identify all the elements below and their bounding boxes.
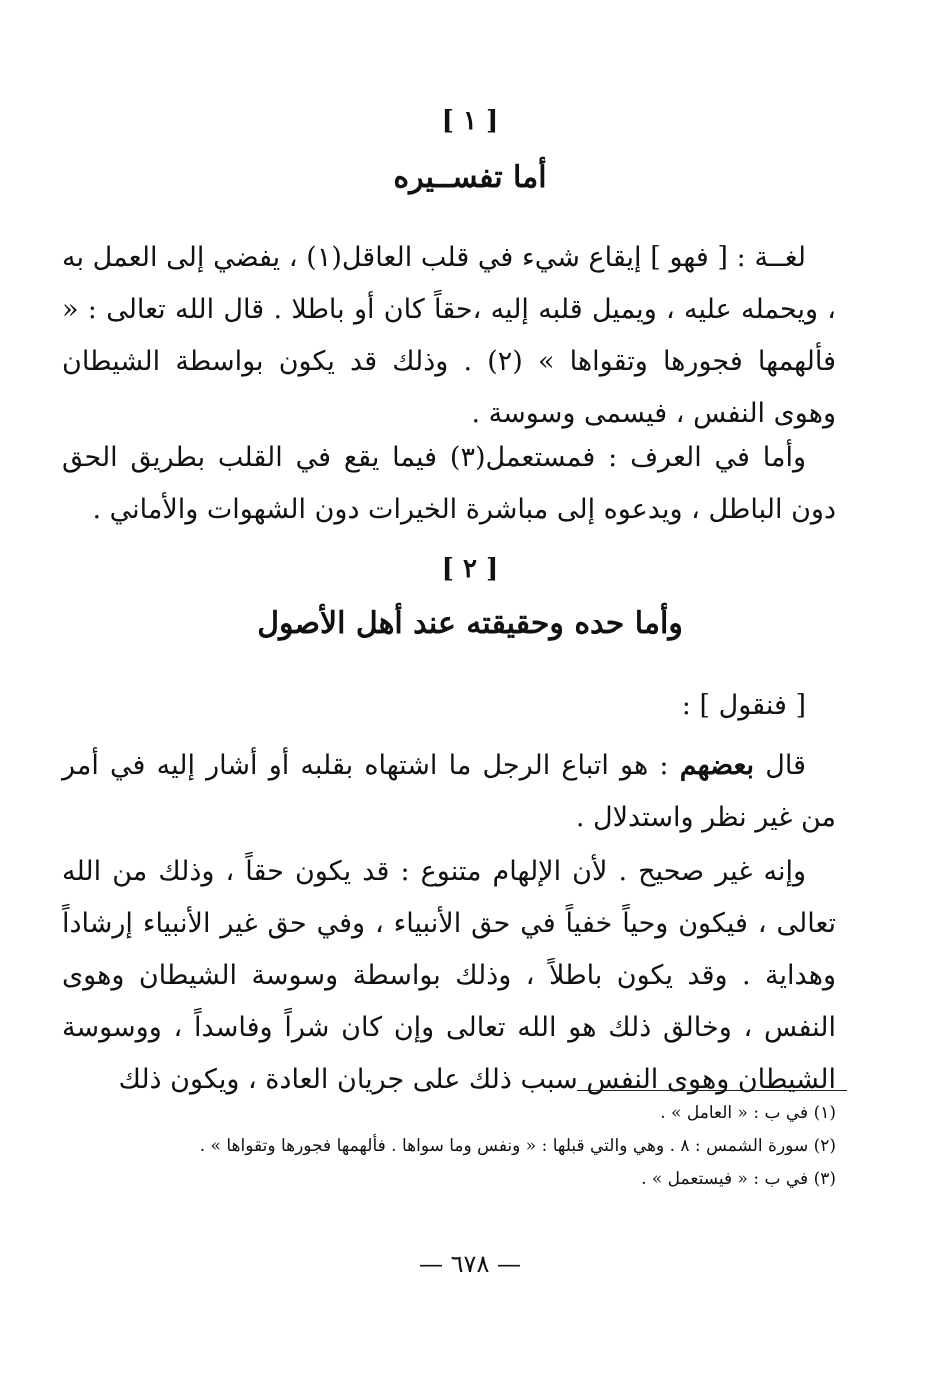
footnote-1: (١) في ب : « العامل » . [660,1103,836,1123]
section-number-1: [ ١ ] [441,106,499,136]
section-number-2: [ ٢ ] [441,554,499,584]
paragraph-language-definition: لغــة : [ فهو ] إيقاع شيء في قلب العاقل(١) ، يفضي إلى العمل به ، ويحمله عليه ، ويميل قلبه إليه ،حقاً كان أو باطلا . قال الله تعالى : « فألهمها فجورها وتقواها » (٢) . وذلك قد يكون بواسطة الشيطان وهوى النفس ، فيسمى وسوسة . [62,242,836,429]
bold-word: بعضهم [679,750,755,781]
footnote-2: (٢) سورة الشمس : ٨ . وهي والتي قبلها : « ونفس وما سواها . فألهمها فجورها وتقواها » . [199,1136,836,1156]
paragraph-inspiration-types: وإنه غير صحيح . لأن الإلهام متنوع : قد يكون حقاً ، وذلك من الله تعالى ، فيكون وحياً خفياً في حق الأنبياء ، وفي حق غير الأنبياء إرشاداً وهداية . وقد يكون باطلاً ، وذلك بواسطة وسوسة الشيطان وهوى النفس ، وخالق ذلك هو الله تعالى وإن كان شراً وفاسداً ، ووسوسة الشيطان وهوى النفس سبب ذلك على جريان العادة ، ويكون ذلك [62,856,836,1095]
text-fragment: : هو اتباع الرجل ما اشتهاه بقلبه أو أشار إليه في أمر من غير نظر واستدلال . [62,750,836,833]
paragraph-intro: [ فنقول ] : [681,690,806,721]
text-fragment: قال [754,750,806,781]
paragraph-custom-definition: وأما في العرف : فمستعمل(٣) فيما يقع في القلب بطريق الحق دون الباطل ، ويدعوه إلى مباشرة الخيرات دون الشهوات والأماني . [62,442,836,525]
footnote-divider [577,1090,847,1091]
page-number: — ٦٧٨ — [419,1250,521,1278]
section-heading-2: وأما حده وحقيقته عند أهل الأصول [257,606,683,641]
paragraph-some-scholars [62,740,836,844]
footnote-3: (٣) في ب : « فيستعمل » . [641,1169,836,1189]
section-heading-1: أما تفســيره [393,160,547,195]
